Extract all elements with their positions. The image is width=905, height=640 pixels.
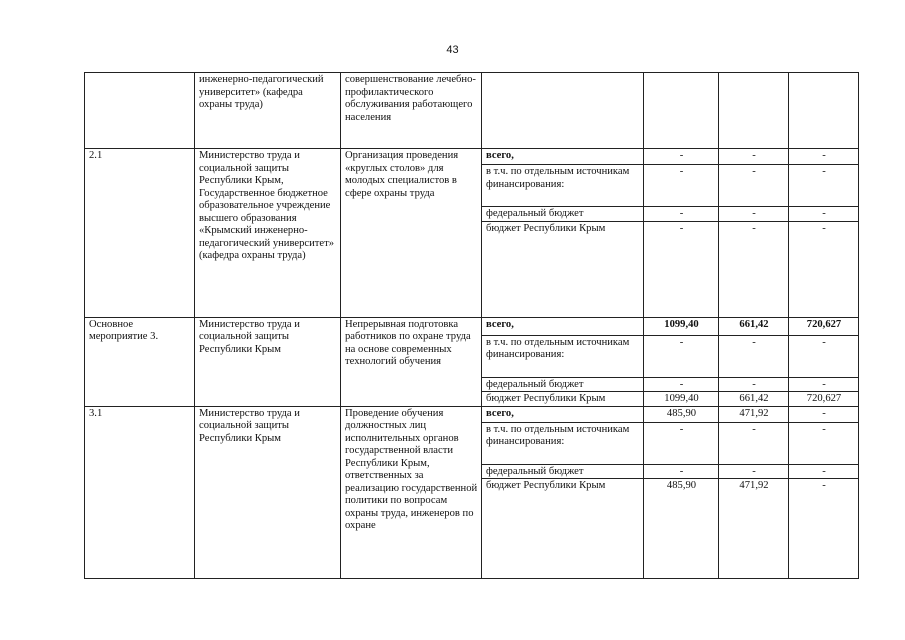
value-cell [789, 73, 859, 149]
funding-source-cell: федеральный бюджет [482, 207, 644, 222]
executor-cell: Министерство труда и социальной защиты Республики Крым [195, 406, 341, 579]
value-cell [644, 73, 719, 149]
funding-source-cell: всего, [482, 317, 644, 335]
value-cell: - [789, 377, 859, 392]
page-number: 43 [446, 44, 459, 56]
measure-name-cell: Организация проведения «круглых столов» для молодых специалистов в сфере охраны труда [341, 149, 482, 318]
value-cell: - [644, 207, 719, 222]
value-cell: - [644, 377, 719, 392]
value-cell: 485,90 [644, 406, 719, 422]
funding-source-cell: всего, [482, 149, 644, 165]
funding-source-cell [482, 73, 644, 149]
value-cell: - [719, 207, 789, 222]
value-cell: - [719, 377, 789, 392]
row-number: 3.1 [85, 406, 195, 579]
value-cell: 661,42 [719, 317, 789, 335]
value-cell: - [789, 464, 859, 479]
value-cell: - [719, 335, 789, 377]
funding-source-cell: в т.ч. по отдельным источникам финансирования: [482, 335, 644, 377]
value-cell: - [644, 464, 719, 479]
value-cell: - [644, 149, 719, 165]
value-cell: - [644, 221, 719, 317]
value-cell: - [789, 149, 859, 165]
value-cell: - [789, 335, 859, 377]
executor-cell: Министерство труда и социальной защиты Республики Крым, Государственное бюджетное образовательное учреждение высшего образования «Крымский инженерно-педагогический университет» (кафедра охраны труда) [195, 149, 341, 318]
value-cell: - [644, 422, 719, 464]
program-table [84, 72, 859, 579]
funding-source-cell: федеральный бюджет [482, 377, 644, 392]
value-cell: - [644, 335, 719, 377]
table-row [85, 73, 859, 149]
funding-source-cell: в т.ч. по отдельным источникам финансирования: [482, 422, 644, 464]
value-cell: 720,627 [789, 392, 859, 407]
funding-source-cell: в т.ч. по отдельным источникам финансирования: [482, 165, 644, 207]
value-cell: 471,92 [719, 406, 789, 422]
value-cell [719, 73, 789, 149]
value-cell: - [719, 149, 789, 165]
value-cell: 720,627 [789, 317, 859, 335]
value-cell: - [789, 406, 859, 422]
funding-source-cell: бюджет Республики Крым [482, 221, 644, 317]
value-cell: - [789, 479, 859, 579]
value-cell: - [719, 422, 789, 464]
value-cell: - [789, 165, 859, 207]
table-row [85, 317, 859, 335]
value-cell: - [789, 207, 859, 222]
value-cell: - [644, 165, 719, 207]
funding-source-cell: всего, [482, 406, 644, 422]
row-number: 2.1 [85, 149, 195, 318]
value-cell: - [719, 165, 789, 207]
value-cell: 1099,40 [644, 317, 719, 335]
value-cell: 1099,40 [644, 392, 719, 407]
table-row [85, 149, 859, 165]
value-cell: 661,42 [719, 392, 789, 407]
table-row [85, 406, 859, 422]
measure-name-cell: Проведение обучения должностных лиц исполнительных органов государственной власти Республики Крым, ответственных за реализацию государственной политики по вопросам охраны труда, инженеров по охране [341, 406, 482, 579]
row-number [85, 73, 195, 149]
funding-source-cell: федеральный бюджет [482, 464, 644, 479]
funding-source-cell: бюджет Республики Крым [482, 479, 644, 579]
value-cell: 485,90 [644, 479, 719, 579]
measure-name-cell: совершенствование лечебно-профилактического обслуживания работающего населения [341, 73, 482, 149]
executor-cell: Министерство труда и социальной защиты Республики Крым [195, 317, 341, 406]
measure-name-cell: Непрерывная подготовка работников по охране труда на основе современных технологий обучения [341, 317, 482, 406]
value-cell: - [789, 422, 859, 464]
value-cell: - [789, 221, 859, 317]
value-cell: 471,92 [719, 479, 789, 579]
funding-source-cell: бюджет Республики Крым [482, 392, 644, 407]
value-cell: - [719, 464, 789, 479]
row-number: Основное мероприятие 3. [85, 317, 195, 406]
executor-cell: инженерно-педагогический университет» (кафедра охраны труда) [195, 73, 341, 149]
value-cell: - [719, 221, 789, 317]
